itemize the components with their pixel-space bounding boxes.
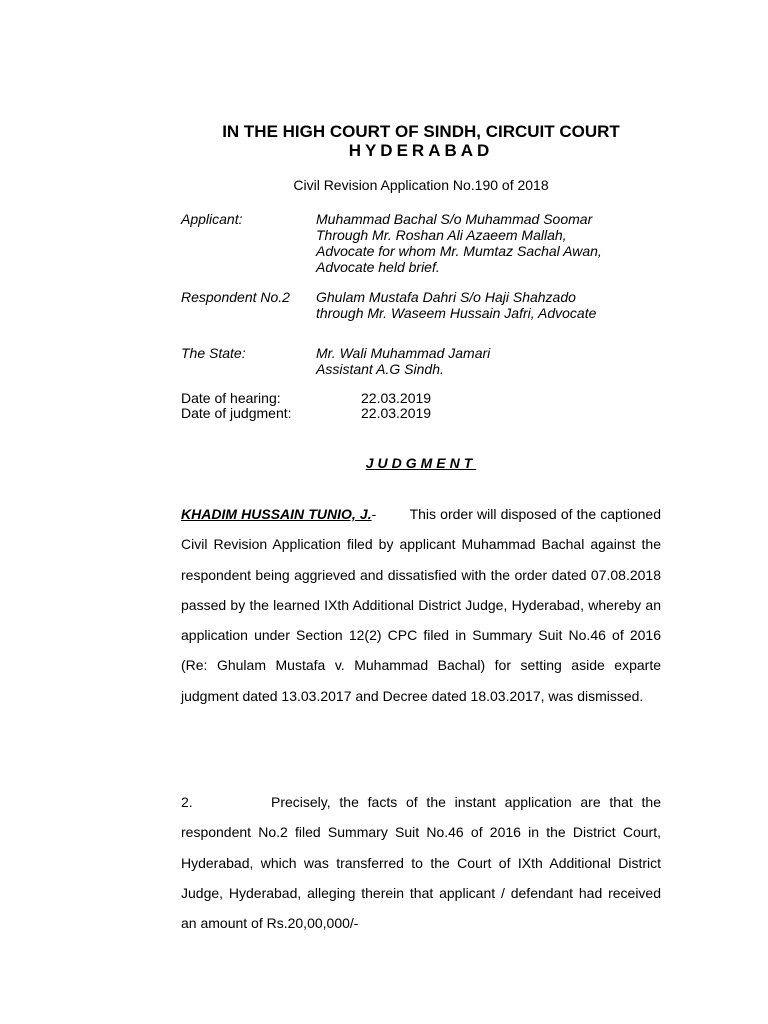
hearing-date-label: Date of hearing: [181, 390, 281, 406]
paragraph-2-number: 2. [181, 794, 193, 810]
paragraph-1-text: This order will disposed of the captioned Civil Revision Application filed by applicant Muhammad Bachal against the respondent being aggrieved and dissatisfied with the order dated 07.08.2018 passed by the learned IXth Additional District Judge, Hyderabad, whereby an application under Section 12(2) CPC filed in Summary Suit No.46 of 2016 (Re: Ghulam Mustafa v. Muhammad Bachal) for setting aside exparte judgment dated 13.03.2017 and Decree dated 18.03.2017, was dismissed. [181, 506, 661, 704]
applicant-label: Applicant: [181, 211, 243, 227]
case-number: Civil Revision Application No.190 of 2018 [293, 177, 549, 193]
judge-name: KHADIM HUSSAIN TUNIO, J. [181, 506, 372, 522]
judgment-date-value: 22.03.2019 [361, 405, 432, 421]
applicant-details: Muhammad Bachal S/o Muhammad Soomar Through Mr. Roshan Ali Azaeem Mallah, Advocate for whom Mr. Mumtaz Sachal Awan, Advocate held brief. [316, 211, 602, 275]
state-label: The State: [181, 345, 246, 361]
hearing-date-value: 22.03.2019 [361, 390, 432, 406]
paragraph-2-text: Precisely, the facts of the instant application are that the respondent No.2 filed Summary Suit No.46 of 2016 in the District Court, Hyderabad, which was transferred to the Court of IXth Additional District Judge, Hyderabad, alleging therein that applicant / defendant had received an amount of Rs.20,00,000/- [181, 794, 661, 932]
respondent-label: Respondent No.2 [181, 289, 290, 305]
respondent-details: Ghulam Mustafa Dahri S/o Haji Shahzado through Mr. Waseem Hussain Jafri, Advocate [316, 289, 597, 321]
court-city: HYDERABAD [348, 141, 494, 160]
paragraph-1 [181, 499, 661, 711]
judgment-heading-text: JUDGMENT [365, 455, 477, 471]
judgment-date-label: Date of judgment: [181, 405, 292, 421]
paragraph-2 [181, 787, 661, 938]
judge-dash: - [371, 506, 377, 522]
court-title: IN THE HIGH COURT OF SINDH, CIRCUIT COURT [222, 122, 620, 141]
judgment-heading [0, 455, 768, 471]
state-details: Mr. Wali Muhammad Jamari Assistant A.G Sindh. [316, 345, 491, 377]
